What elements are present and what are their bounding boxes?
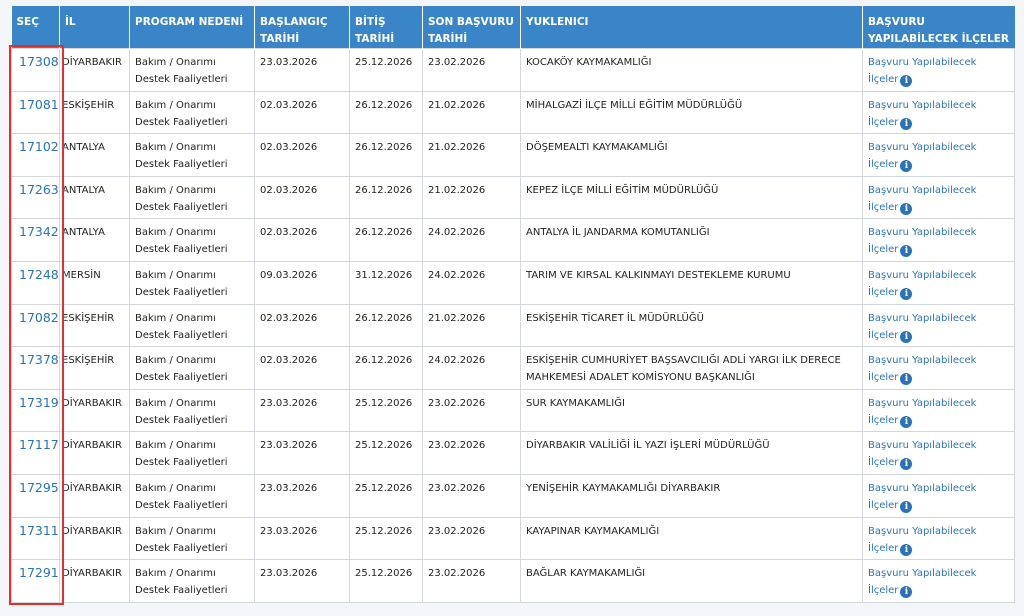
basvuru-ilceler-link[interactable]: Başvuru Yapılabilecek İlçeler [868,440,977,469]
table-row [12,176,1015,219]
sec-cell [12,432,60,475]
select-id-link[interactable]: 17295 [19,479,59,495]
table-row [12,432,1015,475]
yuklenici-cell: DÖŞEMEALTI KAYMAKAMLIĞI [521,134,863,177]
il-cell: ANTALYA [60,134,130,177]
header-yuklenici[interactable]: YUKLENICI [521,6,863,49]
header-sec[interactable]: SEÇ [12,6,60,49]
sec-cell [12,219,60,262]
select-id-link[interactable]: 17117 [19,437,59,453]
bitis-cell: 26.12.2026 [350,304,423,347]
ilceler-cell [863,219,1015,262]
bitis-cell: 25.12.2026 [350,517,423,560]
sec-cell [12,389,60,432]
table-row [12,261,1015,304]
select-id-link[interactable]: 17319 [19,394,59,410]
bitis-cell: 31.12.2026 [350,261,423,304]
son-basvuru-cell: 21.02.2026 [423,134,521,177]
yuklenici-cell: ESKİŞEHİR TİCARET İL MÜDÜRLÜĞÜ [521,304,863,347]
bitis-cell: 25.12.2026 [350,560,423,603]
basvuru-ilceler-link[interactable]: Başvuru Yapılabilecek İlçeler [868,99,977,128]
il-cell: DİYARBAKIR [60,517,130,560]
bitis-cell: 25.12.2026 [350,474,423,517]
baslangic-cell: 23.03.2026 [255,389,350,432]
baslangic-cell: 02.03.2026 [255,176,350,219]
program-cell: Bakım / Onarımı Destek Faaliyetleri [130,347,255,390]
header-ilceler: BAŞVURU YAPILABİLECEK İLÇELER [863,6,1015,49]
ilceler-cell [863,432,1015,475]
info-circle-icon[interactable]: i [900,331,912,343]
sec-cell [12,517,60,560]
bitis-cell: 26.12.2026 [350,134,423,177]
baslangic-cell: 23.03.2026 [255,560,350,603]
info-circle-icon[interactable]: i [900,416,912,428]
basvuru-ilceler-link[interactable]: Başvuru Yapılabilecek İlçeler [868,525,977,554]
son-basvuru-cell: 21.02.2026 [423,91,521,134]
sec-cell [12,474,60,517]
baslangic-cell: 02.03.2026 [255,91,350,134]
ilceler-cell [863,560,1015,603]
table-row [12,517,1015,560]
info-circle-icon[interactable]: i [900,160,912,172]
yuklenici-cell: ESKİŞEHİR CUMHURİYET BAŞSAVCILIĞI ADLİ YARGI İLK DERECE MAHKEMESİ ADALET KOMİSYONU BAŞKANLIĞI [521,347,863,390]
info-circle-icon[interactable]: i [900,586,912,598]
program-cell: Bakım / Onarımı Destek Faaliyetleri [130,389,255,432]
ilceler-cell [863,389,1015,432]
program-cell: Bakım / Onarımı Destek Faaliyetleri [130,517,255,560]
il-cell: DİYARBAKIR [60,49,130,92]
table-body [12,49,1015,603]
sec-cell [12,134,60,177]
basvuru-ilceler-link[interactable]: Başvuru Yapılabilecek İlçeler [868,57,977,85]
ilceler-cell [863,91,1015,134]
baslangic-cell: 09.03.2026 [255,261,350,304]
yuklenici-cell: TARIM VE KIRSAL KALKINMAYI DESTEKLEME KURUMU [521,261,863,304]
select-id-link[interactable]: 17311 [19,522,59,538]
son-basvuru-cell: 24.02.2026 [423,347,521,390]
info-circle-icon[interactable]: i [900,245,912,257]
baslangic-cell: 02.03.2026 [255,219,350,262]
baslangic-cell: 23.03.2026 [255,474,350,517]
table-row [12,49,1015,92]
bitis-cell: 25.12.2026 [350,432,423,475]
table-row [12,134,1015,177]
table-row [12,219,1015,262]
son-basvuru-cell: 23.02.2026 [423,517,521,560]
header-son-basvuru[interactable]: SON BAŞVURU TARİHİ [423,6,521,49]
basvuru-ilceler-link[interactable]: Başvuru Yapılabilecek İlçeler [868,269,977,298]
ilceler-cell [863,347,1015,390]
header-il[interactable]: İL [60,6,130,49]
table-row [12,560,1015,603]
select-id-link[interactable]: 17308 [19,54,59,69]
sec-cell [12,176,60,219]
program-cell: Bakım / Onarımı Destek Faaliyetleri [130,219,255,262]
yuklenici-cell: MİHALGAZİ İLÇE MİLLİ EĞİTİM MÜDÜRLÜĞÜ [521,91,863,134]
select-id-link[interactable]: 17102 [19,139,59,155]
ilceler-cell [863,49,1015,92]
sec-cell [12,91,60,134]
baslangic-cell: 02.03.2026 [255,134,350,177]
program-cell: Bakım / Onarımı Destek Faaliyetleri [130,91,255,134]
header-program[interactable]: PROGRAM NEDENİ [130,6,255,49]
il-cell: ESKİŞEHİR [60,91,130,134]
info-circle-icon[interactable]: i [900,118,912,130]
program-cell: Bakım / Onarımı Destek Faaliyetleri [130,560,255,603]
yuklenici-cell: BAĞLAR KAYMAKAMLIĞI [521,560,863,603]
bitis-cell: 26.12.2026 [350,176,423,219]
program-cell: Bakım / Onarımı Destek Faaliyetleri [130,49,255,92]
yuklenici-cell: ANTALYA İL JANDARMA KOMUTANLIĞI [521,219,863,262]
table-row [12,304,1015,347]
ilceler-cell [863,517,1015,560]
il-cell: ANTALYA [60,176,130,219]
select-id-link[interactable]: 17378 [19,352,59,368]
basvuru-ilceler-link[interactable]: Başvuru Yapılabilecek İlçeler [868,227,977,256]
il-cell: ANTALYA [60,219,130,262]
il-cell: DİYARBAKIR [60,560,130,603]
son-basvuru-cell: 23.02.2026 [423,49,521,92]
program-cell: Bakım / Onarımı Destek Faaliyetleri [130,134,255,177]
info-circle-icon[interactable]: i [900,288,912,300]
table-row [12,474,1015,517]
sec-cell [12,49,60,92]
basvuru-ilceler-link[interactable]: Başvuru Yapılabilecek İlçeler [868,184,977,213]
basvuru-ilceler-link[interactable]: Başvuru Yapılabilecek İlçeler [868,355,977,384]
program-cell: Bakım / Onarımı Destek Faaliyetleri [130,474,255,517]
info-circle-icon[interactable]: i [900,75,912,87]
ilceler-cell [863,261,1015,304]
select-id-link[interactable]: 17081 [19,96,59,112]
baslangic-cell: 23.03.2026 [255,432,350,475]
ilceler-cell [863,474,1015,517]
program-cell: Bakım / Onarımı Destek Faaliyetleri [130,176,255,219]
il-cell: ESKİŞEHİR [60,304,130,347]
bitis-cell: 26.12.2026 [350,219,423,262]
select-id-link[interactable]: 17248 [19,266,59,282]
basvuru-ilceler-link[interactable]: Başvuru Yapılabilecek İlçeler [868,568,977,597]
table-row [12,91,1015,134]
info-circle-icon[interactable]: i [900,203,912,215]
il-cell: DİYARBAKIR [60,389,130,432]
select-id-link[interactable]: 17291 [19,565,59,581]
info-circle-icon[interactable]: i [900,458,912,470]
program-cell: Bakım / Onarımı Destek Faaliyetleri [130,261,255,304]
sec-cell [12,560,60,603]
info-circle-icon[interactable]: i [900,501,912,513]
baslangic-cell: 02.03.2026 [255,347,350,390]
son-basvuru-cell: 24.02.2026 [423,261,521,304]
bitis-cell: 25.12.2026 [350,389,423,432]
select-id-link[interactable]: 17082 [19,309,59,325]
il-cell: DİYARBAKIR [60,474,130,517]
son-basvuru-cell: 21.02.2026 [423,304,521,347]
yuklenici-cell: DİYARBAKIR VALİLİĞİ İL YAZI İŞLERİ MÜDÜRLÜĞÜ [521,432,863,475]
son-basvuru-cell: 21.02.2026 [423,176,521,219]
baslangic-cell: 23.03.2026 [255,517,350,560]
ilceler-cell [863,134,1015,177]
son-basvuru-cell: 24.02.2026 [423,219,521,262]
il-cell: DİYARBAKIR [60,432,130,475]
table-header-row [12,6,1015,49]
application-table [11,6,1015,603]
info-circle-icon[interactable]: i [900,544,912,556]
select-id-link[interactable]: 17342 [19,224,59,240]
il-cell: MERSİN [60,261,130,304]
son-basvuru-cell: 23.02.2026 [423,560,521,603]
basvuru-ilceler-link[interactable]: Başvuru Yapılabilecek İlçeler [868,142,977,171]
son-basvuru-cell: 23.02.2026 [423,474,521,517]
ilceler-cell [863,304,1015,347]
table-row [12,347,1015,390]
il-cell: ESKİŞEHİR [60,347,130,390]
baslangic-cell: 23.03.2026 [255,49,350,92]
header-bitis[interactable]: BİTİŞ TARİHİ [350,6,423,49]
ilceler-cell [863,176,1015,219]
basvuru-ilceler-link[interactable]: Başvuru Yapılabilecek İlçeler [868,397,977,426]
basvuru-ilceler-link[interactable]: Başvuru Yapılabilecek İlçeler [868,482,977,511]
son-basvuru-cell: 23.02.2026 [423,432,521,475]
yuklenici-cell: KAYAPINAR KAYMAKAMLIĞI [521,517,863,560]
sec-cell [12,347,60,390]
bitis-cell: 26.12.2026 [350,347,423,390]
yuklenici-cell: KEPEZ İLÇE MİLLİ EĞİTİM MÜDÜRLÜĞÜ [521,176,863,219]
son-basvuru-cell: 23.02.2026 [423,389,521,432]
bitis-cell: 25.12.2026 [350,49,423,92]
yuklenici-cell: YENİŞEHİR KAYMAKAMLIĞI DİYARBAKIR [521,474,863,517]
baslangic-cell: 02.03.2026 [255,304,350,347]
sec-cell [12,304,60,347]
program-cell: Bakım / Onarımı Destek Faaliyetleri [130,432,255,475]
header-baslangic[interactable]: BAŞLANGIÇ TARİHİ [255,6,350,49]
basvuru-ilceler-link[interactable]: Başvuru Yapılabilecek İlçeler [868,312,977,341]
info-circle-icon[interactable]: i [900,373,912,385]
table-row [12,389,1015,432]
yuklenici-cell: KOCAKÖY KAYMAKAMLIĞI [521,49,863,92]
program-cell: Bakım / Onarımı Destek Faaliyetleri [130,304,255,347]
sec-cell [12,261,60,304]
select-id-link[interactable]: 17263 [19,181,59,197]
bitis-cell: 26.12.2026 [350,91,423,134]
yuklenici-cell: SUR KAYMAKAMLIĞI [521,389,863,432]
